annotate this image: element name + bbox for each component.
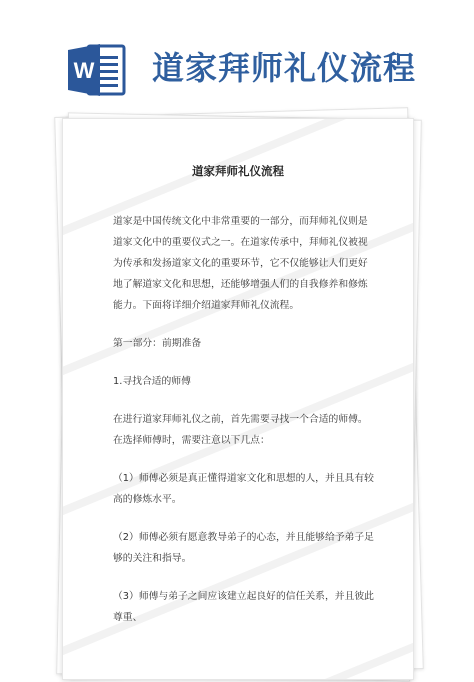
subsection-heading: 1.寻找合适的师傅 bbox=[113, 376, 191, 387]
document-page bbox=[62, 118, 414, 680]
document-body bbox=[113, 211, 375, 645]
page-title: 道家拜师礼仪流程 bbox=[152, 49, 417, 87]
section-heading: 第一部分：前期准备 bbox=[113, 338, 202, 349]
list-item: （2）师傅必须有愿意教导弟子的心态，并且能够给予弟子足够的关注和指导。 bbox=[113, 532, 374, 564]
list-item: （3）师傅与弟子之间应该建立起良好的信任关系，并且彼此尊重、 bbox=[113, 591, 374, 623]
paragraph-find-master: 在进行道家拜师礼仪之前，首先需要寻找一个合适的师傅。在选择师傅时，需要注意以下几点： bbox=[113, 414, 368, 446]
word-icon-letter: W bbox=[73, 58, 95, 83]
paragraph-intro: 道家是中国传统文化中非常重要的一部分，而拜师礼仪则是道家文化中的重要仪式之一。在道家传承中，拜师礼仪被视为传承和发扬道家文化的重要环节，它不仅能够让人们更好地了解道家文化和思想，还能够增强人们的自我修养和修炼能力。下面将详细介绍道家拜师礼仪流程。 bbox=[113, 216, 368, 311]
list-item: （1）师傅必须是真正懂得道家文化和思想的人，并且具有较高的修炼水平。 bbox=[113, 473, 374, 505]
document-title: 道家拜师礼仪流程 bbox=[192, 164, 284, 178]
preview-header bbox=[0, 0, 474, 115]
word-document-icon bbox=[66, 42, 126, 98]
